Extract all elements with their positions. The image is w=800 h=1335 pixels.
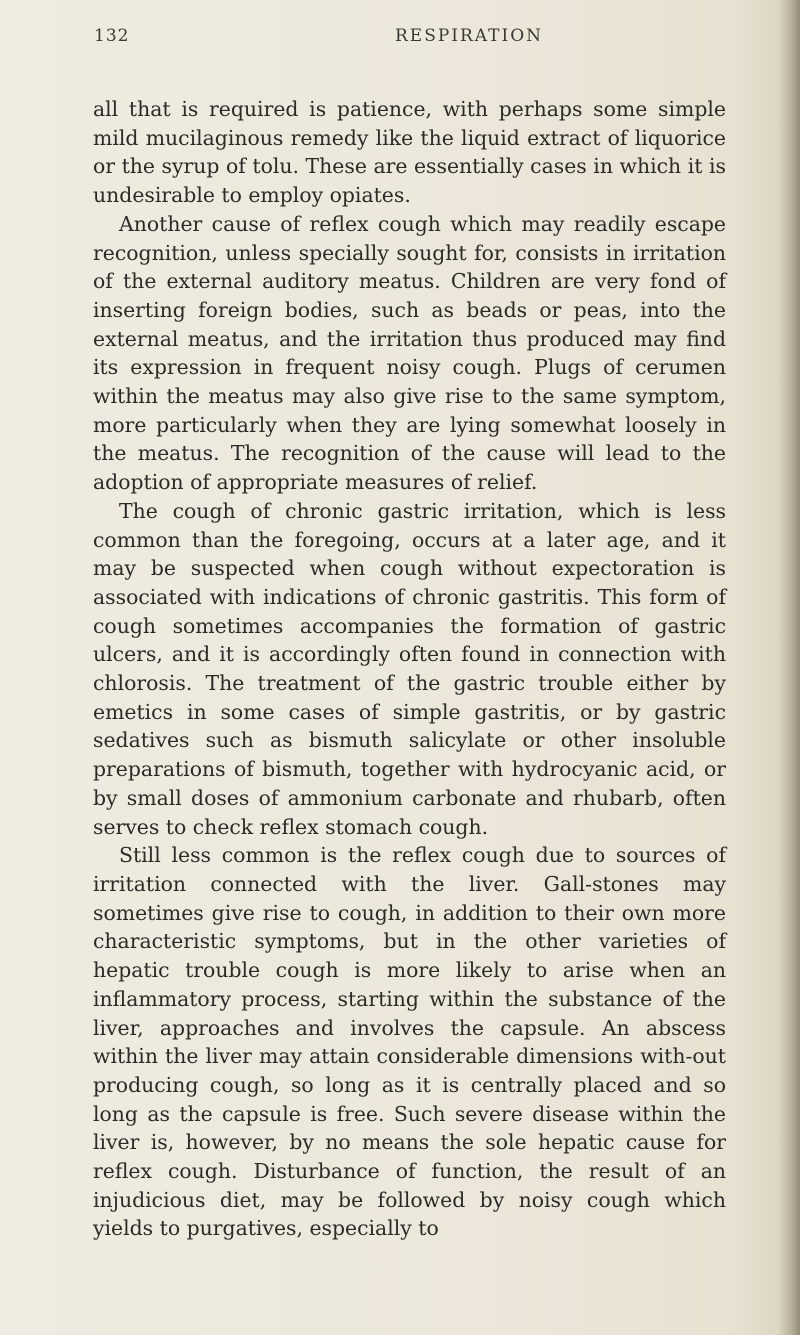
paragraph-gastric-cough: The cough of chronic gastric irritation, which is less common than the foregoing, occurs at a later age, and it may be suspected when cough without expectoration is associated with indications of chronic gastritis. This form of cough sometimes accompanies the formation of gastric ulcers, and it is accordingly often found in connection with chlorosis. The treatment of the gastric trouble either by emetics in some cases of simple gastritis, or by gastric sedatives such as bismuth salicylate or other insoluble preparations of bismuth, together with hydrocyanic acid, or by small doses of ammonium carbonate and rhubarb, often serves to check reflex stomach cough. xyxy=(93,498,726,839)
paragraph-ear-cough: Another cause of reflex cough which may readily escape recognition, unless specially sought for, consists in irritation of the external auditory meatus. Children are very fond of inserting foreign bodies, such as beads or peas, into the external meatus, and the irritation thus produced may find its expression in frequent noisy cough. Plugs of cerumen within the meatus may also give rise to the same symptom, more particularly when they are lying somewhat loosely in the meatus. The recognition of the cause will lead to the adoption of appropriate measures of relief. xyxy=(93,211,726,495)
body-text xyxy=(93,95,726,1243)
page-header xyxy=(94,26,720,56)
page-number: 132 xyxy=(94,26,130,46)
paragraph-continued: all that is required is patience, with perhaps some simple mild mucilaginous remedy like the liquid extract of liquorice or the syrup of tolu. These are essentially cases in which it is undesirable to employ opiates. xyxy=(93,97,726,208)
running-title: RESPIRATION xyxy=(394,26,544,46)
page-edge-shadow xyxy=(778,0,800,1335)
paragraph-liver-cough: Still less common is the reflex cough due to sources of irritation connected with the liver. Gall-stones may sometimes give rise to cough, in addition to their own more characteristic symptoms, but in the other varieties of hepatic trouble cough is more likely to arise when an inflammatory process, starting within the substance of the liver, approaches and involves the capsule. An abscess within the liver may attain considerable dimensions with-out producing cough, so long as it is centrally placed and so long as the capsule is free. Such severe disease within the liver is, however, by no means the sole hepatic cause for reflex cough. Disturbance of function, the result of an injudicious diet, may be followed by noisy cough which yields to purgatives, especially to xyxy=(93,843,726,1241)
